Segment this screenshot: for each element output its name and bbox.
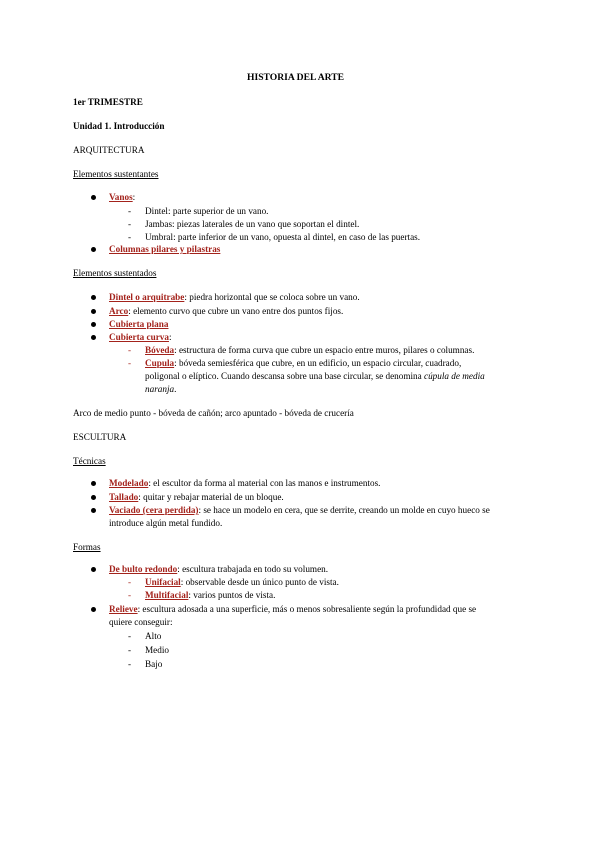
trimestre-heading: 1er TRIMESTRE	[73, 97, 143, 107]
dash-icon: -	[128, 645, 132, 655]
list-item-relieve	[109, 604, 476, 616]
term-desc: : escultura adosada a una superficie, más o menos sobresaliente según la profundidad que se	[137, 604, 477, 614]
bullet-icon	[91, 335, 96, 340]
term-unifacial: Unifacial	[145, 577, 181, 587]
list-item-vanos	[109, 192, 135, 204]
list-item-alto: Alto	[145, 631, 162, 641]
dash-icon: -	[128, 577, 132, 587]
term-suffix: :	[168, 332, 172, 342]
list-item-cupula-line2	[145, 371, 485, 383]
term-desc: : quitar y rebajar material de un bloque.	[138, 492, 284, 502]
section-arquitectura: ARQUITECTURA	[73, 145, 145, 155]
term-desc: : observable desde un único punto de vista.	[180, 577, 339, 587]
term-desc: : bóveda semiesférica que cubre, en un edificio, un espacio circular, cuadrado,	[174, 358, 462, 368]
section-escultura: ESCULTURA	[73, 432, 127, 442]
term-cupula: Cupula	[145, 358, 175, 368]
term-desc: : se hace un modelo en cera, que se derrite, creando un molde en cuyo hueco se	[198, 505, 490, 515]
document-title: HISTORIA DEL ARTE	[247, 72, 345, 83]
bullet-icon	[91, 508, 96, 513]
term-multifacial: Multifacial	[145, 590, 189, 600]
term-boveda: Bóveda	[145, 345, 175, 355]
term-relieve: Relieve	[109, 604, 138, 614]
list-item-vaciado	[109, 505, 490, 517]
dash-icon: -	[128, 219, 132, 229]
dash-icon: -	[128, 232, 132, 242]
term-desc: : varios puntos de vista.	[188, 590, 276, 600]
list-item-relieve-line2: quiere conseguir:	[109, 617, 173, 627]
term-desc: : el escultor da forma al material con las manos e instrumentos.	[148, 478, 381, 488]
term-desc: : piedra horizontal que se coloca sobre un vano.	[184, 292, 360, 302]
bullet-icon	[91, 567, 96, 572]
term-suffix: .	[174, 384, 177, 394]
dash-icon: -	[128, 590, 132, 600]
term-suffix: :	[132, 192, 136, 202]
term-vanos: Vanos	[109, 192, 133, 202]
term-desc: : estructura de forma curva que cubre un espacio entre muros, pilares o columnas.	[174, 345, 475, 355]
subsection-formas: Formas	[73, 542, 101, 552]
list-item-arco	[109, 306, 343, 318]
dash-icon: -	[128, 345, 132, 355]
bullet-icon	[91, 195, 96, 200]
dash-icon: -	[128, 631, 132, 641]
list-item-vaciado-line2: introduce algún metal fundido.	[109, 518, 223, 528]
list-item-dintel-arquitrabe	[109, 292, 360, 304]
term-columnas: Columnas pilares y pilastras	[109, 244, 221, 254]
term-desc: : elemento curvo que cubre un vano entre dos puntos fijos.	[128, 306, 344, 316]
bullet-icon	[91, 322, 96, 327]
term-arco: Arco	[109, 306, 129, 316]
term-desc: poligonal o elíptico. Cuando descansa sobre una base circular, se denomina	[145, 371, 424, 381]
term-cubierta-curva: Cubierta curva	[109, 332, 169, 342]
list-item-unifacial	[145, 577, 339, 589]
subsection-tecnicas: Técnicas	[73, 456, 106, 466]
term-tallado: Tallado	[109, 492, 139, 502]
bullet-icon	[91, 295, 96, 300]
arco-summary-line: Arco de medio punto - bóveda de cañón; arco apuntado - bóveda de crucería	[73, 408, 354, 418]
list-item-bajo: Bajo	[145, 659, 163, 669]
list-item-bulto-redondo	[109, 564, 328, 576]
bullet-icon	[91, 607, 96, 612]
list-item-multifacial	[145, 590, 275, 602]
subsection-sustentantes: Elementos sustentantes	[73, 169, 159, 179]
term-desc: : escultura trabajada en todo su volumen.	[177, 564, 329, 574]
list-item-jambas: Jambas: piezas laterales de un vano que soportan el dintel.	[145, 219, 360, 229]
list-item-medio: Medio	[145, 645, 169, 655]
list-item-cubierta-curva	[109, 332, 172, 344]
list-item-boveda	[145, 345, 474, 357]
term-cubierta-plana: Cubierta plana	[109, 319, 169, 329]
list-item-dintel: Dintel: parte superior de un vano.	[145, 206, 269, 216]
list-item-umbral: Umbral: parte inferior de un vano, opuesta al dintel, en caso de las puertas.	[145, 232, 421, 242]
bullet-icon	[91, 247, 96, 252]
unidad-heading: Unidad 1. Introducción	[73, 121, 165, 131]
dash-icon: -	[128, 206, 132, 216]
term-bulto-redondo: De bulto redondo	[109, 564, 178, 574]
dash-icon: -	[128, 659, 132, 669]
italic-term: cúpula de media	[424, 371, 485, 381]
list-item-cupula-line3	[145, 384, 176, 396]
bullet-icon	[91, 495, 96, 500]
list-item-tallado	[109, 492, 284, 504]
bullet-icon	[91, 481, 96, 486]
term-vaciado: Vaciado (cera perdida)	[109, 505, 199, 515]
bullet-icon	[91, 309, 96, 314]
subsection-sustentados: Elementos sustentados	[73, 268, 157, 278]
term-modelado: Modelado	[109, 478, 149, 488]
term-dintel: Dintel o arquitrabe	[109, 292, 185, 302]
dash-icon: -	[128, 358, 132, 368]
list-item-modelado	[109, 478, 380, 490]
italic-term: naranja	[145, 384, 175, 394]
list-item-cupula	[145, 358, 461, 370]
